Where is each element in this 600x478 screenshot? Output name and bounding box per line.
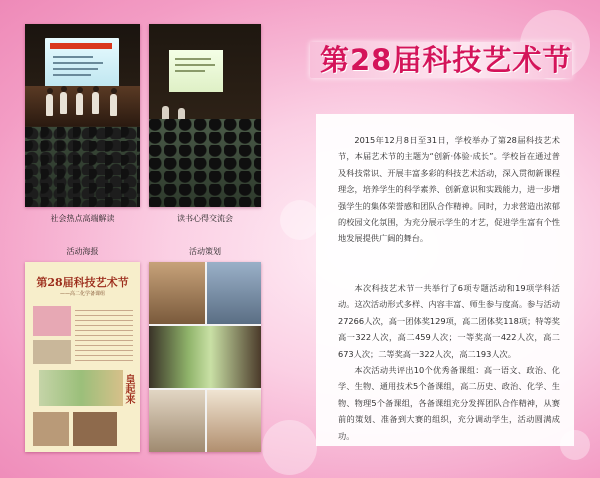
poster-side-text: 皇起来: [123, 374, 134, 404]
page-title-banner: [310, 38, 582, 82]
photo-reading-exchange: [149, 24, 261, 207]
activity-poster: [25, 262, 140, 452]
photo-lecture-hall: [25, 24, 140, 207]
bokeh-decoration: [280, 200, 320, 240]
projector-screen: [45, 38, 119, 88]
poster-title: 第28届科技艺术节: [36, 276, 129, 289]
caption-photo2: 读书心得交流会: [177, 214, 233, 223]
bokeh-decoration: [262, 420, 317, 475]
activity-planning-collage: [149, 262, 261, 452]
projector-screen: [169, 50, 223, 92]
paragraph-2: 本次科技艺术节一共举行了6项专题活动和19项学科活动。这次活动形式多样、内容丰富、师生参与度高。参与活动27266人次，高一团体奖129项，高二团体奖118项；特等奖高一322人次，高二459人次；一等奖高一422人次，高二673人次；二等奖高一322人次，高二193人次。: [338, 283, 560, 359]
page-title: 第28届科技艺术节: [320, 43, 573, 77]
caption-photo4: 活动策划: [189, 247, 221, 256]
article-body: [316, 114, 574, 446]
poster-subtitle: ——高二化学备课组: [59, 291, 105, 297]
paragraph-3: 本次活动共评出10个优秀备课组：高一语文、政治、化学、生物、通用技术5个备课组，高二历史、政治、化学、生物、物理5个备课组，各备课组充分发挥团队合作精神，从赛前的策划、准备到大赛的组织，充分调动学生，活动圆满成功。: [338, 365, 560, 441]
caption-photo1: 社会热点高端解读: [50, 214, 115, 223]
caption-photo3: 活动海报: [66, 247, 99, 256]
paragraph-1: 2015年12月8日至31日，学校举办了第28届科技艺术节，本届艺术节的主题为“创新·体验·成长”。学校旨在通过普及科技常识、开展丰富多彩的科技艺术活动，深入贯彻新课程理念，培养学生的科学素养、创新意识和实践能力，进一步增强学生的集体荣誉感和团队合作精神。同时，力求营造出浓郁的校园文化氛围，为充分展示学生的才艺，促进学生富有个性地发展提供广阔的舞台。: [338, 135, 560, 244]
